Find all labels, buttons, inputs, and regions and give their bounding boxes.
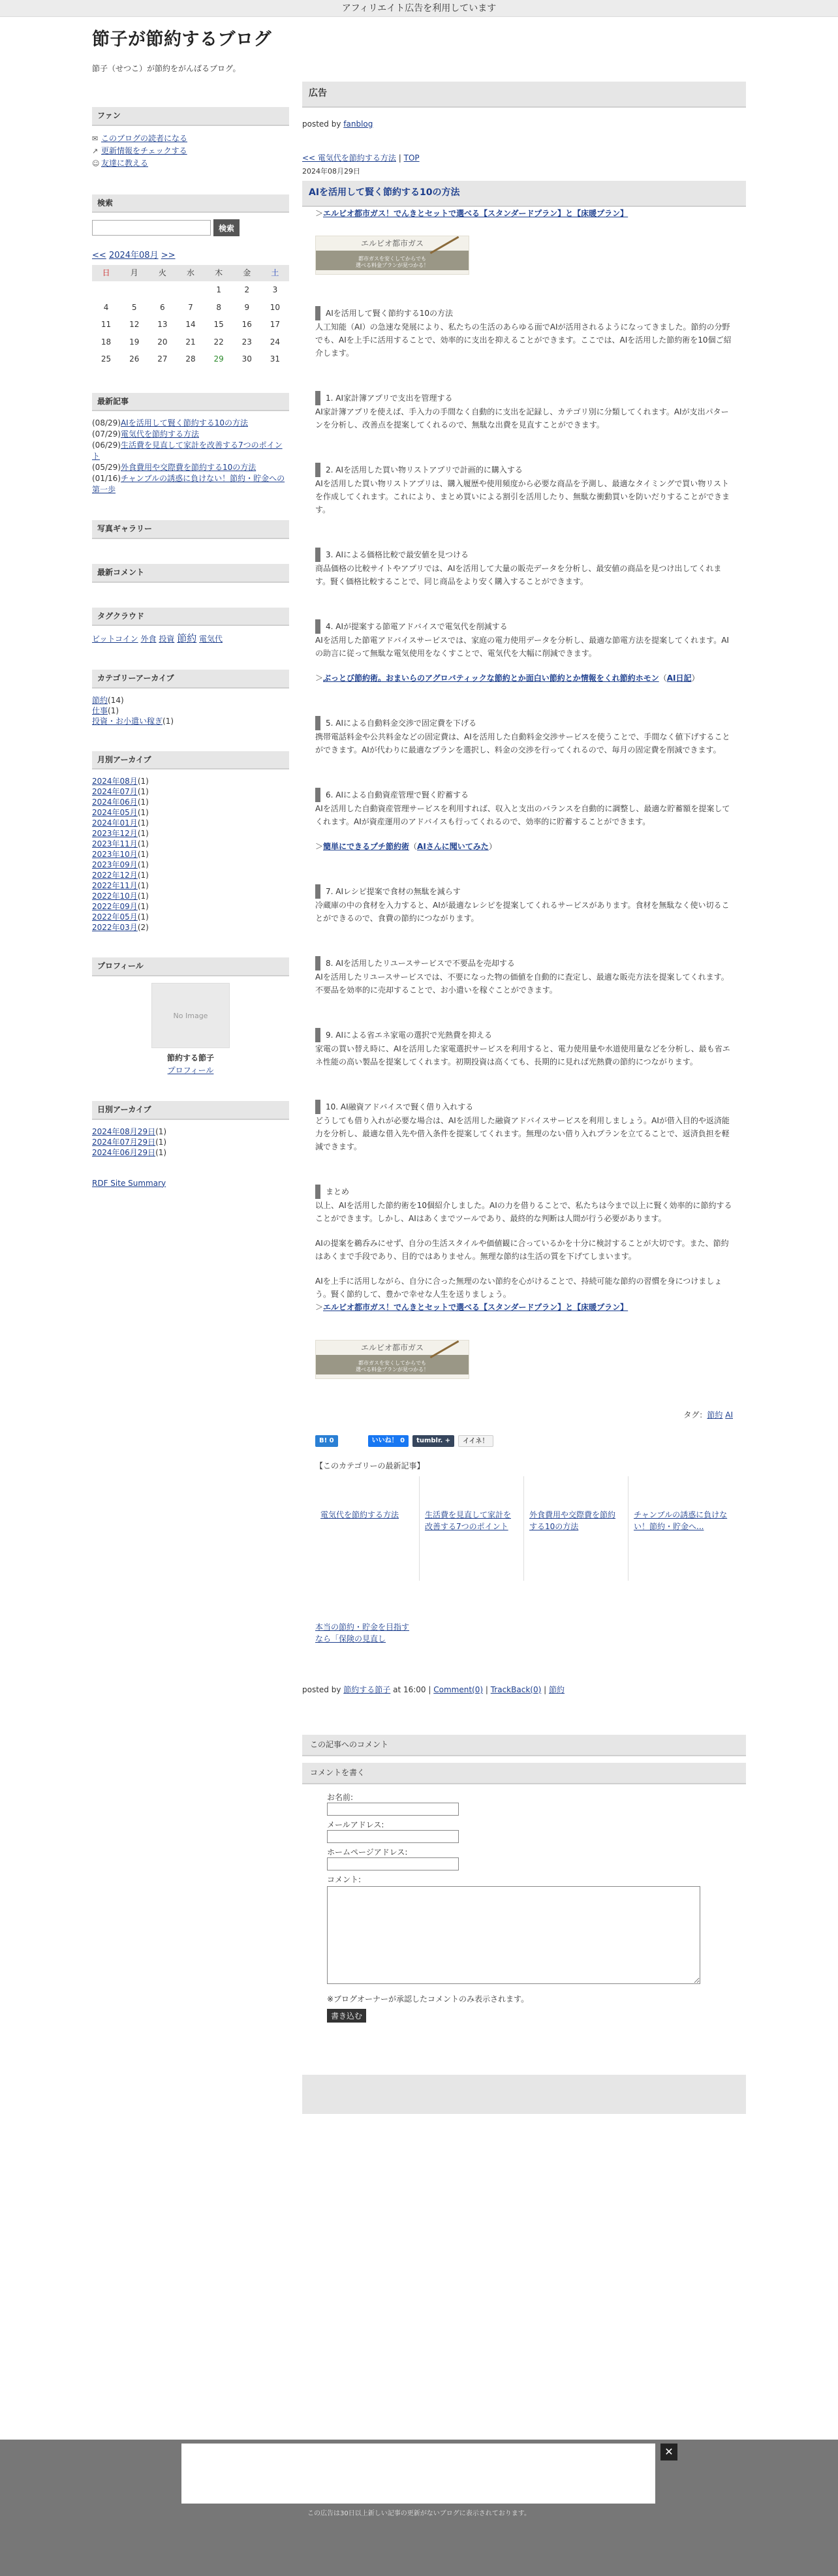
section-heading: 2. AIを活用した買い物リストアプリで計画的に購入する xyxy=(315,463,733,477)
comments-heading: この記事へのコメント xyxy=(302,1735,746,1756)
related-post-cell xyxy=(524,1476,628,1581)
recent-date: (05/29) xyxy=(92,463,121,473)
month-link[interactable]: 2024年08月 xyxy=(92,777,138,786)
recent-date: (08/29) xyxy=(92,418,121,428)
section-heading: 9. AIによる省エネ家電の選択で光熱費を抑える xyxy=(315,1028,733,1042)
banner-title: エルビオ都市ガス xyxy=(360,1342,424,1352)
calendar-day: 3 xyxy=(272,285,278,294)
list-item xyxy=(92,473,289,495)
section-body: AIを活用した買い物リストアプリは、購入履歴や使用頻度から必要な商品を予測し、最適なタイミングで買い物リストを作成してくれます。これにより、まとめ買いによる割引を活用したり、無駄な衝動買いを防いだりすることができます。 xyxy=(315,478,730,514)
paren-open: （ xyxy=(659,673,667,683)
profile-block xyxy=(92,957,289,1076)
calendar-day: 22 xyxy=(213,337,224,347)
fan-block xyxy=(92,107,289,170)
section-body: どうしても借り入れが必要な場合は、AIを活用した融資アドバイスサービスを利用しましょう。AIが借入目的や返済能力を分析し、最適な借入先や借入条件を提案してくれます。無理のない借り入れプランを立てることで、返済負担を軽減できます。 xyxy=(315,1115,730,1151)
article-nav xyxy=(302,152,746,164)
recent-post-link[interactable]: 外食費用や交際費を節約する10の方法 xyxy=(120,463,256,473)
list-item xyxy=(92,695,289,706)
profile-link[interactable]: プロフィール xyxy=(167,1065,214,1075)
weekday-sun: 日 xyxy=(92,265,120,281)
category-link[interactable]: 投資・お小遣い稼ぎ xyxy=(92,716,163,726)
list-item xyxy=(92,807,289,818)
month-count: (1) xyxy=(137,787,149,797)
month-link[interactable]: 2022年09月 xyxy=(92,902,138,912)
monthly-archive-block xyxy=(92,751,289,933)
calendar-day: 17 xyxy=(270,320,281,330)
fan-heading: ファン xyxy=(92,107,289,126)
calendar-block xyxy=(92,249,289,368)
calendar-day: 14 xyxy=(185,320,196,330)
list-item xyxy=(92,839,289,849)
related-post-link[interactable]: チャンブルの誘惑に負けない！節約・貯金へ... xyxy=(634,1510,728,1531)
link-prefix: ＞ xyxy=(315,673,324,683)
calendar-day: 26 xyxy=(129,354,140,364)
nav-separator: | xyxy=(396,153,404,163)
external-article-link[interactable]: 簡単にできるプチ節約術 xyxy=(323,841,410,851)
banner-sub-line1: 都市ガスを安くしてからでも xyxy=(358,255,426,262)
ad-slot[interactable] xyxy=(181,2444,655,2504)
month-count: (1) xyxy=(137,892,149,901)
day-count: (1) xyxy=(155,1147,167,1157)
ad-banner[interactable] xyxy=(315,1340,469,1379)
ad-link-prefix: ＞ xyxy=(315,208,324,218)
latest-comments-heading: 最新コメント xyxy=(92,564,289,583)
rdf-site-summary-link[interactable]: RDF Site Summary xyxy=(92,1178,166,1188)
related-post-cell xyxy=(420,1476,524,1581)
month-count: (1) xyxy=(137,902,149,912)
section-body: AI家計簿アプリを使えば、手入力の手間なく自動的に支出を記録し、カテゴリ別に分類してくれます。AIが支出パターンを分析し、改善点を提案してくれるので、無駄な出費を見直すことができます。 xyxy=(315,407,729,429)
gallery-heading: 写真ギャラリー xyxy=(92,520,289,539)
comment-count-link[interactable]: Comment(0) xyxy=(433,1684,484,1694)
month-count: (1) xyxy=(137,777,149,786)
search-button[interactable]: 検索 xyxy=(213,219,240,236)
monthly-archive-heading: 月別アーカイブ xyxy=(92,751,289,770)
section-heading: 4. AIが提案する節電アドバイスで電気代を削減する xyxy=(315,619,733,634)
month-count: (2) xyxy=(137,923,149,933)
tag-cloud-heading: タグクラウド xyxy=(92,608,289,627)
ad-text-link-row xyxy=(315,207,733,220)
weekday-wed: 水 xyxy=(176,265,204,281)
month-link[interactable]: 2024年06月 xyxy=(92,798,138,807)
list-item xyxy=(92,849,289,860)
prev-article-link[interactable]: << 電気代を節約する方法 xyxy=(302,153,396,163)
recent-date: (06/29) xyxy=(92,441,121,450)
tag-cloud-block xyxy=(92,608,289,645)
category-count: (1) xyxy=(108,706,119,715)
month-link[interactable]: 2022年11月 xyxy=(92,881,138,891)
tag-link[interactable]: AI xyxy=(725,1410,733,1420)
top-link[interactable]: TOP xyxy=(403,153,420,163)
tag-link[interactable]: 外食 xyxy=(140,634,157,644)
section-heading: 3. AIによる価格比較で最安値を見つける xyxy=(315,548,733,562)
section-body: 家電の買い替え時に、AIを活用した家電選択サービスを利用すると、電力使用量や水道使用量などを分析し、最も省エネ性能の高い製品を提案してくれます。初期投資は高くても、長期的に見れば光熱費の節約につながります。 xyxy=(315,1044,730,1066)
day-link[interactable]: 2024年06月29日 xyxy=(92,1147,156,1157)
calendar-day xyxy=(148,281,176,299)
section-heading: 10. AI融資アドバイスで賢く借り入れする xyxy=(315,1100,733,1114)
tag-link[interactable]: 投資 xyxy=(159,634,175,644)
calendar-day: 19 xyxy=(129,337,140,347)
recent-post-link[interactable]: AIを活用して賢く節約する10の方法 xyxy=(120,418,248,428)
list-item xyxy=(92,828,289,839)
paren-close: ） xyxy=(488,841,497,851)
bottom-ad-overlay xyxy=(0,2440,838,2576)
month-count: (1) xyxy=(137,871,149,880)
name-label: お名前: xyxy=(327,1792,354,1802)
posted-time: at 16:00 xyxy=(390,1684,426,1694)
calendar-day: 30 xyxy=(241,354,252,364)
list-item xyxy=(92,891,289,901)
summary-paragraph: 以上、AIを活用した節約術を10個紹介しました。AIの力を借りることで、私たちは今まで以上に賢く効率的に節約することができます。しかし、AIはあくまでツールであり、最終的な判断は人間が行う必要があります。 xyxy=(315,1200,732,1223)
tag-link[interactable]: 節約 xyxy=(177,632,197,645)
month-link[interactable]: 2024年05月 xyxy=(92,808,138,818)
check-updates-link[interactable]: 更新情報をチェックする xyxy=(101,146,187,155)
month-count: (1) xyxy=(137,912,149,922)
weekday-tue: 火 xyxy=(148,265,176,281)
calendar-day: 11 xyxy=(101,320,112,330)
section-heading: 8. AIを活用したリユースサービスで不要品を売却する xyxy=(315,956,733,970)
external-site-link[interactable]: AI日記 xyxy=(666,673,692,683)
month-link[interactable]: 2022年12月 xyxy=(92,871,138,880)
calendar-day: 15 xyxy=(213,320,224,330)
article-title[interactable]: AIを活用して賢く節約する10の方法 xyxy=(302,181,746,207)
related-link-row xyxy=(315,672,733,685)
profile-heading: プロフィール xyxy=(92,957,289,976)
affiliate-notice-bar xyxy=(0,0,838,17)
author-link[interactable]: 節約する節子 xyxy=(343,1684,391,1694)
affiliate-notice-text: アフィリエイト広告を利用しています xyxy=(341,3,497,14)
tell-friend-link[interactable]: 友達に教える xyxy=(101,158,149,168)
list-item xyxy=(92,922,289,933)
search-block xyxy=(92,194,289,237)
site-title[interactable]: 節子が節約するブログ xyxy=(92,29,272,50)
reader-icon: ✉ xyxy=(92,134,99,143)
category-link[interactable]: 節約 xyxy=(548,1684,565,1694)
day-link[interactable]: 2024年07月29日 xyxy=(92,1137,156,1147)
related-post-cell xyxy=(628,1476,733,1581)
month-link[interactable]: 2022年03月 xyxy=(92,923,138,933)
list-item xyxy=(92,776,289,786)
ad-text-link[interactable]: エルビオ都市ガス！でんきとセットで選べる【スタンダードプラン】と【床暖プラン】 xyxy=(323,208,628,218)
tumblr-button[interactable]: tumblr. + xyxy=(412,1435,454,1447)
section-body: 商品価格の比較サイトやアプリでは、AIを活用して大量の販売データを分析し、最安値の商品を見つけ出してくれます。賢く価格比較することで、同じ商品をより安く購入することができます。 xyxy=(315,563,722,586)
social-buttons xyxy=(315,1435,733,1447)
list-item xyxy=(92,418,289,429)
ad-posted-by xyxy=(302,118,746,131)
intro-paragraph: 人工知能（AI）の急速な発展により、私たちの生活のあらゆる面でAIが活用されるようになってきました。節約の分野でも、AIを上手に活用することで、効率的に支出を抑えることができます。ここでは、AIを活用した節約術を10個ご紹介します。 xyxy=(315,322,732,358)
list-item xyxy=(92,462,289,473)
related-post-link[interactable]: 生活費を見直して家計を改善する7つのポイント xyxy=(425,1510,512,1531)
profile-no-image: No Image xyxy=(151,983,230,1048)
hatena-bookmark-button[interactable]: B! 0 xyxy=(315,1435,338,1447)
calendar-day: 16 xyxy=(241,320,252,330)
calendar-table xyxy=(92,265,289,368)
list-item xyxy=(92,429,289,440)
calendar-day: 8 xyxy=(216,302,221,312)
summary-paragraph: AIを上手に活用しながら、自分に合った無理のない節約を心がけることで、持続可能な節約の習慣を身につけましょう。賢く節約して、豊かで幸せな人生を送りましょう。 xyxy=(315,1276,722,1299)
category-archive-block xyxy=(92,670,289,726)
calendar-day: 21 xyxy=(185,337,196,347)
section-body: 携帯電話料金や公共料金などの固定費は、AIを活用した自動料金交渉サービスを使うことで、手間なく値下げすることができます。AIが代わりに最適なプランを選択し、料金の交渉を行ってくれるので、毎月の固定費を削減できます。 xyxy=(315,732,730,754)
banner-sub-line1: 都市ガスを安くしてからでも xyxy=(358,1359,426,1366)
section-heading: 1. AI家計簿アプリで支出を管理する xyxy=(315,391,733,405)
homepage-field[interactable] xyxy=(327,1857,459,1870)
list-item xyxy=(92,786,289,797)
comment-form xyxy=(302,1792,746,2023)
month-count: (1) xyxy=(137,881,149,891)
post-footer xyxy=(302,1684,746,1696)
gallery-block xyxy=(92,520,289,539)
month-count: (1) xyxy=(137,818,149,828)
category-link[interactable]: 節約 xyxy=(92,695,108,705)
summary-heading: まとめ xyxy=(315,1185,733,1199)
facebook-like-button[interactable]: いいね！ 0 xyxy=(368,1435,409,1447)
calendar-day xyxy=(92,281,120,299)
paren-close: ） xyxy=(691,673,700,683)
calendar-day: 13 xyxy=(157,320,168,330)
month-count: (1) xyxy=(137,829,149,839)
list-item xyxy=(92,716,289,726)
month-link[interactable]: 2022年05月 xyxy=(92,912,138,922)
calendar-day: 25 xyxy=(101,354,112,364)
recent-post-link[interactable]: 電気代を節約する方法 xyxy=(120,429,199,439)
section-heading: 7. AIレシピ提案で食材の無駄を減らす xyxy=(315,884,733,899)
recent-posts-block xyxy=(92,393,289,496)
category-count: (14) xyxy=(108,695,124,705)
recent-date: (07/29) xyxy=(92,429,121,439)
month-link[interactable]: 2023年12月 xyxy=(92,829,138,839)
extra-link-row xyxy=(302,1621,413,1645)
calendar-prev-link[interactable]: << xyxy=(92,251,106,261)
recent-posts-heading: 最新記事 xyxy=(92,393,289,412)
external-site-link[interactable]: AIさんに聞いてみた xyxy=(417,841,489,851)
month-count: (1) xyxy=(137,839,149,849)
tag-link[interactable]: 電気代 xyxy=(199,634,223,644)
site-description: 節子（せつこ）が節約をがんばるブログ。 xyxy=(92,63,241,73)
day-link[interactable]: 2024年08月29日 xyxy=(92,1126,156,1136)
banner-sub-line2: 選べる料金プランが見つかる！ xyxy=(356,1366,429,1373)
summary-paragraph: AIの提案を鵜呑みにせず、自分の生活スタイルや価値観に合っているかを十分に検討することが大切です。また、節約はあくまで手段であり、目的ではありません。無理な節約は生活の質を下げてしまいます。 xyxy=(315,1238,729,1261)
month-link[interactable]: 2024年01月 xyxy=(92,818,138,828)
article-date: 2024年08月29日 xyxy=(302,166,360,176)
calendar-day: 27 xyxy=(157,354,168,364)
calendar-day: 24 xyxy=(270,337,281,347)
banner-subtitle xyxy=(316,256,469,269)
month-count: (1) xyxy=(137,850,149,860)
month-count: (1) xyxy=(137,808,149,818)
calendar-day: 23 xyxy=(241,337,252,347)
email-label: メールアドレス: xyxy=(327,1820,384,1829)
related-post-link[interactable]: 外食費用や交際費を節約する10の方法 xyxy=(529,1510,616,1531)
separator: | xyxy=(485,1684,491,1694)
tag-link[interactable]: 節約 xyxy=(707,1410,723,1420)
name-field[interactable] xyxy=(327,1803,459,1816)
trailing-box xyxy=(302,2075,746,2114)
comment-textarea[interactable] xyxy=(327,1886,700,1984)
calendar-day: 18 xyxy=(101,337,112,347)
calendar-day: 1 xyxy=(216,285,221,294)
calendar-next-link[interactable]: >> xyxy=(161,251,176,261)
weekday-thu: 木 xyxy=(205,265,233,281)
list-item xyxy=(92,1147,289,1158)
article-tags xyxy=(315,1409,733,1421)
daily-archive-block xyxy=(92,1101,289,1158)
day-count: (1) xyxy=(155,1137,167,1147)
month-count: (1) xyxy=(137,860,149,870)
recent-post-link[interactable]: 生活費を見直して家計を改善する7つのポイント xyxy=(92,441,283,461)
tag-link[interactable]: ビットコイン xyxy=(92,634,138,644)
list-item xyxy=(92,901,289,912)
list-item xyxy=(92,1126,289,1137)
posted-prefix: posted by xyxy=(302,119,344,129)
rss-icon: ↗ xyxy=(92,146,99,155)
list-item xyxy=(92,860,289,870)
day-count: (1) xyxy=(155,1126,167,1136)
calendar-day-linked[interactable]: 29 xyxy=(213,354,224,364)
calendar-day: 5 xyxy=(131,302,137,312)
weekday-mon: 月 xyxy=(120,265,148,281)
profile-name: 節約する節子 xyxy=(166,1053,214,1063)
calendar-day: 9 xyxy=(244,302,250,312)
calendar-month-link[interactable]: 2024年08月 xyxy=(108,251,159,261)
calendar-day xyxy=(176,281,204,299)
section-heading: 6. AIによる自動資産管理で賢く貯蓄する xyxy=(315,788,733,802)
insurance-review-link[interactable]: 本当の節約・貯金を目指すなら「保険の見直し xyxy=(315,1622,410,1643)
related-post-cell xyxy=(315,1476,420,1581)
search-heading: 検索 xyxy=(92,194,289,213)
weekday-sat: 土 xyxy=(261,265,289,281)
month-link[interactable]: 2022年10月 xyxy=(92,892,138,901)
list-item xyxy=(92,870,289,880)
related-link-row xyxy=(315,840,733,853)
recent-date: (01/16) xyxy=(92,474,121,484)
month-link[interactable]: 2023年09月 xyxy=(92,860,138,870)
calendar-day: 7 xyxy=(188,302,193,312)
section-heading: 5. AIによる自動料金交渉で固定費を下げる xyxy=(315,716,733,730)
comments-block xyxy=(92,564,289,583)
posted-prefix: posted by xyxy=(302,1684,344,1694)
intro-heading: AIを活用して賢く節約する10の方法 xyxy=(315,306,733,320)
month-link[interactable]: 2023年10月 xyxy=(92,850,138,860)
related-posts-grid xyxy=(315,1476,733,1581)
trackback-link[interactable]: TrackBack(0) xyxy=(490,1684,542,1694)
banner-title: エルビオ都市ガス xyxy=(360,238,424,248)
list-item xyxy=(92,818,289,828)
search-input[interactable] xyxy=(92,220,211,236)
section-body: AIを活用した自動資産管理サービスを利用すれば、収入と支出のバランスを自動的に調整し、最適な貯蓄額を提案してくれます。AIが資産運用のアドバイスも行ってくれるので、効率的に貯蓄することができます。 xyxy=(315,803,730,826)
main-content xyxy=(302,82,746,2114)
list-item xyxy=(92,880,289,891)
calendar-day: 10 xyxy=(270,302,281,312)
submit-comment-button[interactable]: 書き込む xyxy=(327,2009,366,2023)
ad-heading: 広告 xyxy=(302,82,746,108)
list-item xyxy=(92,912,289,922)
banner-subtitle xyxy=(316,1360,469,1373)
fanblog-link[interactable]: fanblog xyxy=(343,119,373,129)
section-body: AIを活用したリユースサービスでは、不要になった物の価値を自動的に査定し、最適な販売方法を提案してくれます。不要品を効率的に売却することで、お小遣いを稼ぐことができます。 xyxy=(315,972,729,995)
daily-archive-heading: 日別アーカイブ xyxy=(92,1101,289,1120)
sidebar xyxy=(92,107,289,1189)
calendar-day: 31 xyxy=(270,354,281,364)
month-count: (1) xyxy=(137,798,149,807)
related-post-link[interactable]: 電気代を節約する方法 xyxy=(320,1510,399,1519)
weekday-fri: 金 xyxy=(233,265,261,281)
calendar-day: 6 xyxy=(160,302,165,312)
site-header xyxy=(92,26,745,74)
ad-link-prefix: ＞ xyxy=(315,1302,324,1312)
ad-banner[interactable] xyxy=(315,236,469,275)
list-item xyxy=(92,797,289,807)
category-count: (1) xyxy=(163,716,174,726)
link-prefix: ＞ xyxy=(315,841,324,851)
banner-sub-line2: 選べる料金プランが見つかる！ xyxy=(356,262,429,268)
comment-label: コメント: xyxy=(327,1874,362,1884)
calendar-day: 12 xyxy=(129,320,140,330)
category-archive-heading: カテゴリーアーカイブ xyxy=(92,670,289,689)
separator: | xyxy=(544,1684,549,1694)
list-item xyxy=(92,440,289,462)
calendar-day: 2 xyxy=(244,285,250,294)
related-heading: 【このカテゴリーの最新記事】 xyxy=(315,1461,425,1471)
approval-note: ※ブログオーナーが承認したコメントのみ表示されます。 xyxy=(327,1994,529,2004)
list-item xyxy=(92,1137,289,1147)
section-body: AIを活用した節電アドバイスサービスでは、家庭の電力使用データを分析し、最適な節電方法を提案してくれます。AIの助言に従って無駄な電気使用をなくすことで、電気代を大幅に削減できます。 xyxy=(315,635,729,658)
ad-text-link-row xyxy=(315,1301,733,1314)
recent-post-link[interactable]: チャンブルの誘惑に負けない！節約・貯金への第一歩 xyxy=(92,474,285,495)
paren-open: （ xyxy=(409,841,418,851)
ad-text-link[interactable]: エルビオ都市ガス！でんきとセットで選べる【スタンダードプラン】と【床暖プラン】 xyxy=(323,1302,628,1312)
friends-icon: ☺ xyxy=(92,159,100,168)
separator: | xyxy=(428,1684,434,1694)
write-comment-heading: コメントを書く xyxy=(302,1763,746,1784)
calendar-day xyxy=(120,281,148,299)
calendar-day: 28 xyxy=(185,354,196,364)
email-field[interactable] xyxy=(327,1830,459,1843)
calendar-day: 4 xyxy=(103,302,109,312)
category-link[interactable]: 仕事 xyxy=(92,706,108,715)
tag-label: タグ： xyxy=(683,1410,707,1420)
inactive-blog-note: この広告は30日以上新しい記事の更新がないブログに表示されております。 xyxy=(307,2510,531,2517)
article-body xyxy=(302,207,746,1581)
become-reader-link[interactable]: このブログの読者になる xyxy=(101,133,188,143)
list-item xyxy=(92,706,289,716)
month-link[interactable]: 2024年07月 xyxy=(92,787,138,797)
external-article-link[interactable]: ぶっとび節約術。おまいらのアグロバティックな節約とか面白い節約とか情報をくれ節約ホモン xyxy=(323,673,659,683)
month-link[interactable]: 2023年11月 xyxy=(92,839,138,849)
homepage-label: ホームページアドレス: xyxy=(327,1847,408,1857)
section-body: 冷蔵庫の中の食材を入力すると、AIが最適なレシピを提案してくれるサービスがあります。食材を無駄なく使い切ることができるので、食費の節約につながります。 xyxy=(315,900,730,923)
close-icon[interactable]: ✕ xyxy=(660,2444,677,2460)
iine-button[interactable]: イイネ！ xyxy=(458,1435,493,1447)
calendar-day: 20 xyxy=(157,337,168,347)
